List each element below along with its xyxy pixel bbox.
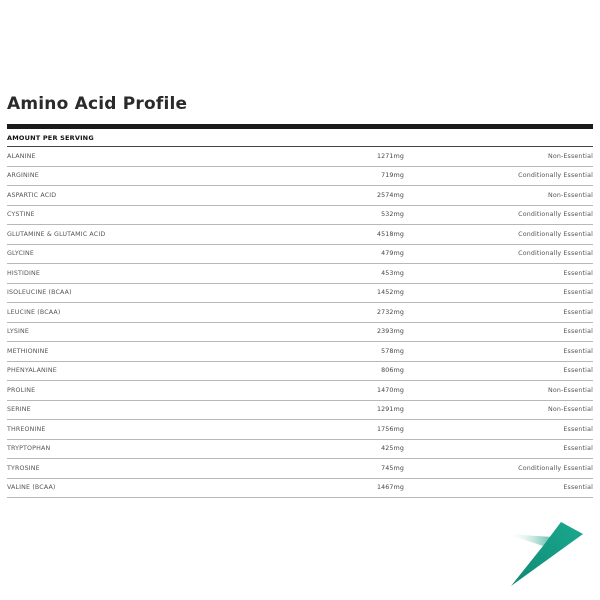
amino-acid-name: METHIONINE [7, 347, 49, 355]
table-row [7, 420, 593, 440]
amino-acid-amount: 806mg [381, 367, 404, 375]
amino-acid-name: VALINE (BCAA) [7, 484, 56, 492]
table-body [7, 147, 593, 498]
amino-acid-amount: 1467mg [376, 484, 404, 492]
amino-acid-amount: 745mg [381, 464, 404, 472]
amino-acid-amount: 1271mg [376, 152, 404, 160]
table-row [7, 479, 593, 499]
amino-acid-name: CYSTINE [7, 211, 35, 219]
table-row [7, 284, 593, 304]
amino-acid-type: Essential [563, 289, 593, 297]
table-row [7, 401, 593, 421]
amino-acid-name: GLYCINE [7, 250, 35, 258]
amino-acid-type: Conditionally Essential [518, 230, 593, 238]
amino-acid-type: Conditionally Essential [518, 250, 593, 258]
amino-acid-type: Essential [563, 328, 593, 336]
amino-acid-name: ASPARTIC ACID [7, 191, 57, 199]
table-row [7, 381, 593, 401]
table-row [7, 167, 593, 187]
amino-acid-type: Essential [563, 347, 593, 355]
amino-acid-name: PROLINE [7, 386, 36, 394]
amino-acid-type: Non-Essential [547, 191, 593, 199]
amino-acid-name: TRYPTOPHAN [7, 445, 51, 453]
table-row [7, 323, 593, 343]
amino-acid-amount: 578mg [381, 347, 404, 355]
amino-acid-name: ALANINE [7, 152, 36, 160]
amino-acid-name: PHENYALANINE [7, 367, 57, 375]
table-row [7, 362, 593, 382]
page-title: Amino Acid Profile [7, 94, 188, 114]
table-row [7, 147, 593, 167]
amino-acid-amount: 425mg [381, 445, 404, 453]
amino-acid-name: SERINE [7, 406, 31, 414]
amino-acid-name: ARGININE [7, 172, 39, 180]
amino-acid-type: Non-Essential [547, 152, 593, 160]
table-row [7, 264, 593, 284]
table-row [7, 342, 593, 362]
amino-acid-name: GLUTAMINE & GLUTAMIC ACID [7, 230, 106, 238]
amino-acid-type: Essential [563, 484, 593, 492]
table-row [7, 459, 593, 479]
amino-acid-name: THREONINE [7, 425, 46, 433]
amino-acid-type: Non-Essential [547, 386, 593, 394]
amino-acid-amount: 1452mg [376, 289, 404, 297]
amino-acid-amount: 2574mg [376, 191, 404, 199]
amino-acid-amount: 1291mg [376, 406, 404, 414]
amino-acid-type: Conditionally Essential [518, 211, 593, 219]
amino-acid-type: Conditionally Essential [518, 172, 593, 180]
arrow-logo-icon [503, 520, 585, 588]
table-row [7, 225, 593, 245]
amino-acid-type: Non-Essential [547, 406, 593, 414]
table-row [7, 303, 593, 323]
header-label: AMOUNT PER SERVING [7, 133, 94, 142]
table-row [7, 206, 593, 226]
amino-acid-type: Essential [563, 308, 593, 316]
amino-acid-name: LEUCINE (BCAA) [7, 308, 61, 316]
table-row [7, 186, 593, 206]
amino-acid-amount: 2732mg [376, 308, 404, 316]
amino-acid-amount: 719mg [381, 172, 404, 180]
amino-acid-type: Conditionally Essential [518, 464, 593, 472]
amino-acid-name: ISOLEUCINE (BCAA) [7, 289, 72, 297]
amino-acid-type: Essential [563, 425, 593, 433]
amino-acid-amount: 479mg [381, 250, 404, 258]
amino-acid-type: Essential [563, 445, 593, 453]
amino-acid-name: LYSINE [7, 328, 29, 336]
amino-acid-amount: 2393mg [376, 328, 404, 336]
amino-acid-type: Essential [563, 367, 593, 375]
amino-acid-name: HISTIDINE [7, 269, 41, 277]
table-row [7, 440, 593, 460]
amino-acid-type: Essential [563, 269, 593, 277]
amino-acid-amount: 532mg [381, 211, 404, 219]
amino-acid-amount: 4518mg [376, 230, 404, 238]
amino-acid-table [7, 124, 593, 498]
table-header [7, 129, 593, 147]
amino-acid-amount: 1756mg [376, 425, 404, 433]
table-row [7, 245, 593, 265]
amino-acid-amount: 453mg [381, 269, 404, 277]
amino-acid-amount: 1470mg [376, 386, 404, 394]
amino-acid-name: TYROSINE [7, 464, 40, 472]
